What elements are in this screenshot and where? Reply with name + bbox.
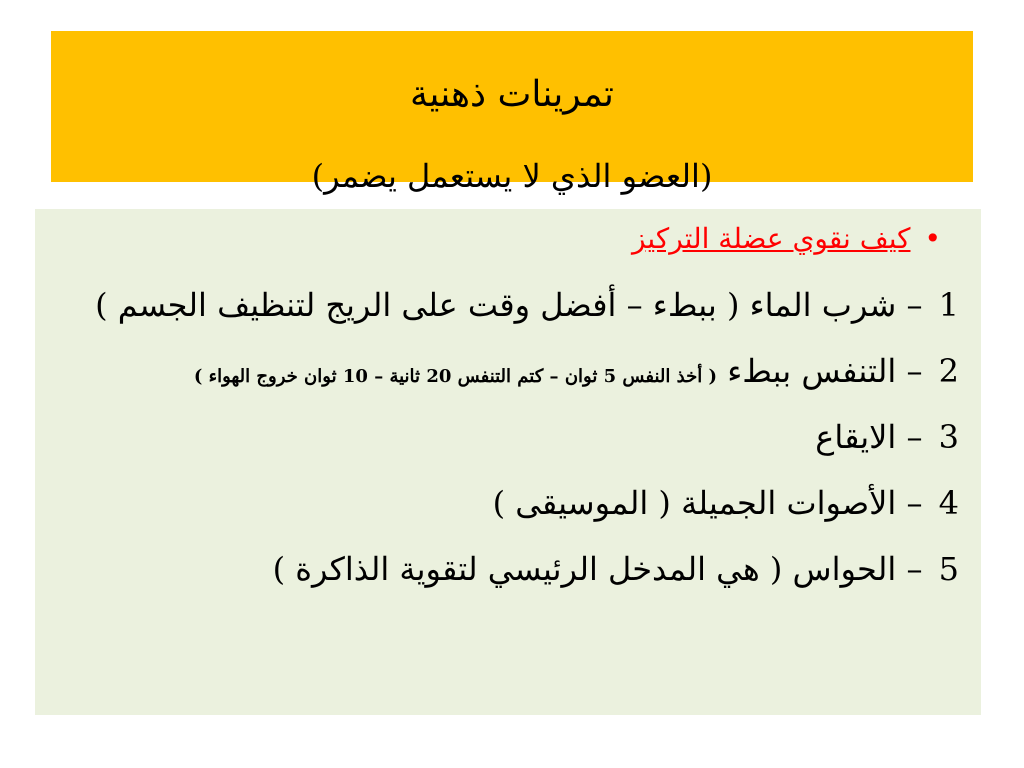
list-item-1 — [95, 283, 959, 327]
item-text: الأصوات الجميلة ( الموسيقى ) — [492, 484, 897, 522]
item-number: 2 — [938, 352, 959, 390]
item-text: التنفس ببطء — [727, 352, 897, 390]
slide-title: تمرينات ذهنية — [410, 74, 614, 115]
item-number: 3 — [938, 418, 959, 456]
list-item-2 — [194, 349, 959, 399]
bullet-icon: • — [924, 222, 941, 255]
list-item-5 — [273, 547, 959, 591]
content-box — [35, 209, 981, 715]
item-number: 1 — [938, 286, 959, 324]
item-dash: – — [906, 484, 923, 522]
title-box — [51, 31, 973, 195]
item-note: ( أخذ النفس 5 ثوان – كتم التنفس 20 ثانية – 10 ثوان خروج الهواء ) — [193, 366, 718, 387]
item-dash: – — [906, 286, 923, 324]
item-number: 4 — [938, 484, 959, 522]
item-dash: – — [906, 352, 923, 390]
item-dash: – — [906, 550, 923, 588]
list-item-3 — [815, 415, 959, 459]
item-text: الايقاع — [815, 418, 897, 456]
bullet-heading — [632, 217, 941, 261]
item-number: 5 — [938, 550, 959, 588]
item-text: الحواس ( هي المدخل الرئيسي لتقوية الذاكرة ) — [272, 550, 897, 588]
item-text: شرب الماء ( ببطء – أفضل وقت على الريج لتنظيف الجسم ) — [95, 286, 897, 324]
heading-text: كيف نقوي عضلة التركيز — [631, 222, 911, 255]
list-item-4 — [493, 481, 959, 525]
slide-subtitle: (العضو الذي لا يستعمل يضمر) — [311, 157, 713, 195]
item-dash: – — [906, 418, 923, 456]
